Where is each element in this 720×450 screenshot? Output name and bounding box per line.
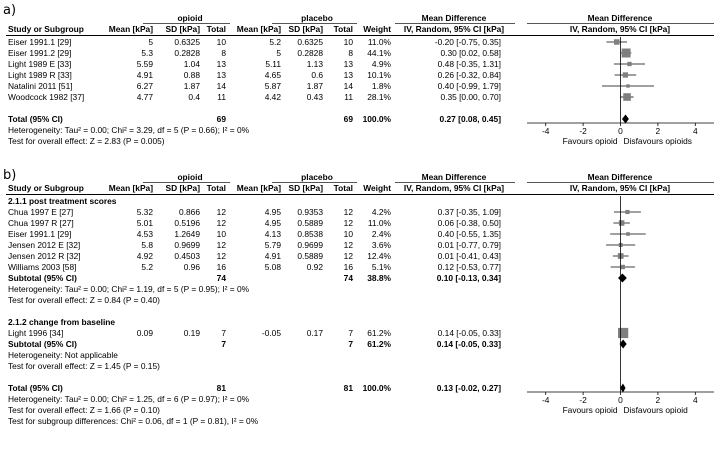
pooled-diamond (618, 274, 627, 283)
mean-difference-ci: 0.06 [-0.38, 0.50] (437, 218, 501, 228)
opioid-mean: 6.27 (136, 81, 153, 91)
favours-right-label: Disfavours opioid (623, 405, 688, 415)
opioid-total: 10 (216, 37, 226, 47)
panel-label: a) (3, 3, 17, 18)
study-column-header: Study or Subgroup (8, 183, 84, 193)
plot-subheader: IV, Random, 95% CI [kPa] (569, 183, 671, 193)
placebo-total: 10 (343, 229, 353, 239)
x-tick-label: 4 (692, 126, 698, 136)
opioid-mean: 5.8 (141, 240, 153, 250)
favours-left-label: Favours opioid (562, 136, 618, 146)
opioid-sd-header: SD [kPa] (165, 24, 200, 34)
placebo-mean: 5.87 (264, 81, 281, 91)
mean-difference-ci: 0.14 [-0.05, 0.33] (436, 339, 501, 349)
study-marker (622, 49, 631, 58)
mean-difference-subheader: IV, Random, 95% CI [kPa] (403, 183, 505, 193)
placebo-total-header: Total (333, 24, 353, 34)
opioid-sd: 1.04 (183, 59, 200, 69)
study-marker (618, 328, 628, 338)
placebo-total: 7 (348, 328, 353, 338)
mean-difference-header: Mean Difference (421, 172, 487, 182)
panel-label: b) (3, 168, 17, 183)
x-tick-label: -4 (541, 395, 550, 405)
placebo-sd: 0.6 (311, 70, 323, 80)
study-marker (623, 72, 628, 77)
placebo-group-header: placebo (301, 13, 333, 23)
footnote: Test for subgroup differences: Chi² = 0.06, df = 1 (P = 0.81), I² = 0% (8, 416, 259, 426)
mean-difference-ci: 0.30 [0.02, 0.58] (440, 48, 501, 58)
opioid-mean: 5.3 (141, 48, 153, 58)
opioid-sd: 0.96 (183, 262, 200, 272)
opioid-total: 12 (216, 240, 226, 250)
placebo-mean: 5.79 (264, 240, 281, 250)
opioid-sd: 0.2828 (174, 48, 200, 58)
weight-value: 100.0% (362, 114, 391, 124)
opioid-group-header: opioid (177, 172, 203, 182)
placebo-total: 16 (343, 262, 353, 272)
study-marker (625, 210, 629, 214)
footnote: Heterogeneity: Tau² = 0.00; Chi² = 3.29, df = 5 (P = 0.66); I² = 0% (8, 125, 250, 135)
mean-difference-ci: 0.27 [0.08, 0.45] (439, 114, 501, 124)
placebo-total: 69 (343, 114, 353, 124)
opioid-total: 16 (216, 262, 226, 272)
opioid-total: 12 (216, 218, 226, 228)
placebo-total: 14 (343, 81, 353, 91)
opioid-sd: 0.4 (188, 92, 200, 102)
study-name: Chua 1997 E [27] (8, 207, 74, 217)
weight-value: 11.0% (367, 37, 391, 47)
opioid-mean: 5.01 (136, 218, 153, 228)
footnote: Test for overall effect: Z = 0.84 (P = 0.40) (8, 295, 160, 305)
plot-subheader: IV, Random, 95% CI [kPa] (569, 24, 671, 34)
placebo-total: 13 (343, 70, 353, 80)
placebo-sd: 0.43 (306, 92, 323, 102)
opioid-total: 13 (216, 59, 226, 69)
mean-difference-ci: 0.37 [-0.35, 1.09] (437, 207, 501, 217)
weight-header: Weight (363, 183, 391, 193)
opioid-sd: 0.88 (183, 70, 200, 80)
placebo-sd: 0.9353 (297, 207, 323, 217)
mean-difference-header: Mean Difference (421, 13, 487, 23)
opioid-total: 7 (221, 339, 226, 349)
x-tick-label: 0 (618, 126, 623, 136)
placebo-total: 12 (343, 251, 353, 261)
mean-difference-ci: 0.40 [-0.55, 1.35] (437, 229, 501, 239)
weight-value: 100.0% (362, 383, 391, 393)
x-tick-label: -2 (579, 126, 587, 136)
study-marker (627, 62, 631, 66)
study-name: Jensen 2012 E [32] (8, 240, 81, 250)
placebo-sd: 0.8538 (297, 229, 323, 239)
placebo-sd: 0.17 (306, 328, 323, 338)
placebo-sd: 0.92 (306, 262, 323, 272)
study-name: Woodcock 1982 [37] (8, 92, 85, 102)
opioid-sd-header: SD [kPa] (165, 183, 200, 193)
footnote: Test for overall effect: Z = 1.66 (P = 0.10) (8, 405, 160, 415)
mean-difference-ci: 0.01 [-0.41, 0.43] (437, 251, 501, 261)
placebo-mean: 4.65 (264, 70, 281, 80)
weight-header: Weight (363, 24, 391, 34)
study-name: Light 1989 R [33] (8, 70, 72, 80)
weight-value: 3.6% (371, 240, 391, 250)
opioid-total: 13 (216, 70, 226, 80)
weight-value: 2.4% (371, 229, 391, 239)
placebo-mean: 5 (276, 48, 281, 58)
mean-difference-ci: 0.13 [-0.02, 0.27] (436, 383, 501, 393)
placebo-total: 7 (348, 339, 353, 349)
placebo-total: 12 (343, 218, 353, 228)
weight-value: 4.2% (371, 207, 391, 217)
placebo-mean: 4.91 (264, 251, 281, 261)
study-name: Light 1996 [34] (8, 328, 64, 338)
x-tick-label: 2 (655, 126, 661, 136)
mean-difference-ci: -0.20 [-0.75, 0.35] (434, 37, 501, 47)
study-marker (619, 220, 624, 225)
x-tick-label: 2 (655, 395, 661, 405)
opioid-sd: 0.866 (179, 207, 200, 217)
placebo-total-header: Total (333, 183, 353, 193)
mean-difference-ci: 0.35 [0.00, 0.70] (440, 92, 501, 102)
opioid-sd: 1.2649 (174, 229, 200, 239)
opioid-mean: 4.91 (136, 70, 153, 80)
study-marker (626, 232, 630, 236)
study-name: Jensen 2012 R [32] (8, 251, 81, 261)
opioid-total: 69 (216, 114, 226, 124)
mean-difference-ci: 0.12 [-0.53, 0.77] (437, 262, 501, 272)
opioid-total: 7 (221, 328, 226, 338)
opioid-total: 12 (216, 207, 226, 217)
placebo-mean: 4.13 (264, 229, 281, 239)
weight-value: 28.1% (367, 92, 391, 102)
subtotal-label: Total (95% CI) (8, 383, 63, 393)
footnote: Heterogeneity: Tau² = 0.00; Chi² = 1.25, df = 6 (P = 0.97); I² = 0% (8, 394, 250, 404)
placebo-sd: 0.6325 (297, 37, 323, 47)
opioid-total-header: Total (206, 183, 226, 193)
x-tick-label: -4 (541, 126, 550, 136)
weight-value: 44.1% (367, 48, 391, 58)
placebo-total: 81 (343, 383, 353, 393)
study-name: Chua 1997 R [27] (8, 218, 74, 228)
placebo-sd: 1.87 (306, 81, 323, 91)
opioid-mean: 5.32 (136, 207, 153, 217)
weight-value: 11.0% (367, 218, 391, 228)
pooled-diamond (622, 115, 629, 124)
placebo-total: 12 (343, 207, 353, 217)
opioid-total: 14 (216, 81, 226, 91)
weight-value: 61.2% (367, 339, 391, 349)
study-marker (623, 93, 631, 101)
subtotal-label: Subtotal (95% CI) (8, 339, 77, 349)
opioid-group-header: opioid (177, 13, 203, 23)
placebo-sd: 0.2828 (297, 48, 323, 58)
placebo-total: 11 (344, 92, 353, 102)
plot-header: Mean Difference (587, 13, 653, 23)
pooled-diamond (620, 384, 625, 393)
opioid-total: 81 (216, 383, 226, 393)
mean-difference-ci: 0.48 [-0.35, 1.31] (437, 59, 501, 69)
mean-difference-ci: 0.26 [-0.32, 0.84] (437, 70, 501, 80)
placebo-total: 74 (343, 273, 353, 283)
opioid-total: 11 (217, 92, 226, 102)
opioid-mean-header: Mean [kPa] (108, 183, 153, 193)
subtotal-label: Subtotal (95% CI) (8, 273, 77, 283)
placebo-sd-header: SD [kPa] (288, 24, 323, 34)
subgroup-title: 2.1.1 post treatment scores (8, 196, 117, 206)
placebo-sd: 1.13 (306, 59, 323, 69)
opioid-sd: 1.87 (183, 81, 200, 91)
opioid-mean: 0.09 (136, 328, 153, 338)
opioid-sd: 0.4503 (174, 251, 200, 261)
mean-difference-subheader: IV, Random, 95% CI [kPa] (403, 24, 505, 34)
study-marker (621, 265, 625, 269)
opioid-total: 10 (216, 229, 226, 239)
opioid-mean: 4.92 (136, 251, 153, 261)
mean-difference-ci: 0.14 [-0.05, 0.33] (437, 328, 501, 338)
footnote: Test for overall effect: Z = 2.83 (P = 0.005) (8, 136, 165, 146)
placebo-sd-header: SD [kPa] (288, 183, 323, 193)
opioid-mean: 4.53 (136, 229, 153, 239)
weight-value: 5.1% (371, 262, 391, 272)
placebo-total: 10 (343, 37, 353, 47)
weight-value: 38.8% (367, 273, 391, 283)
mean-difference-ci: 0.40 [-0.99, 1.79] (437, 81, 501, 91)
study-marker (614, 39, 619, 44)
placebo-total: 12 (343, 240, 353, 250)
opioid-mean: 4.77 (136, 92, 153, 102)
study-marker (626, 84, 629, 87)
study-name: Eiser 1991.1 [29] (8, 229, 72, 239)
placebo-mean: 4.42 (264, 92, 281, 102)
placebo-mean-header: Mean [kPa] (236, 183, 281, 193)
placebo-mean: 4.95 (264, 207, 281, 217)
placebo-total: 8 (348, 48, 353, 58)
weight-value: 1.8% (371, 81, 391, 91)
footnote: Heterogeneity: Not applicable (8, 350, 118, 360)
opioid-total: 12 (216, 251, 226, 261)
x-tick-label: 0 (618, 395, 623, 405)
opioid-sd: 0.5196 (174, 218, 200, 228)
placebo-total: 13 (343, 59, 353, 69)
opioid-total: 74 (216, 273, 226, 283)
placebo-mean: 4.95 (264, 218, 281, 228)
opioid-total-header: Total (206, 24, 226, 34)
opioid-mean-header: Mean [kPa] (108, 24, 153, 34)
study-name: Williams 2003 [58] (8, 262, 77, 272)
opioid-mean: 5 (148, 37, 153, 47)
study-name: Natalini 2011 [51] (8, 81, 73, 91)
opioid-sd: 0.6325 (174, 37, 200, 47)
weight-value: 61.2% (367, 328, 391, 338)
x-tick-label: 4 (692, 395, 698, 405)
opioid-total: 8 (221, 48, 226, 58)
placebo-sd: 0.9699 (297, 240, 323, 250)
placebo-sd: 0.5889 (297, 251, 323, 261)
footnote: Heterogeneity: Tau² = 0.00; Chi² = 1.19, df = 5 (P = 0.95); I² = 0% (8, 284, 250, 294)
placebo-sd: 0.5889 (297, 218, 323, 228)
opioid-mean: 5.2 (141, 262, 153, 272)
study-name: Eiser 1991.1 [29] (8, 37, 72, 47)
placebo-mean: 5.2 (269, 37, 281, 47)
plot-header: Mean Difference (587, 172, 653, 182)
subtotal-label: Total (95% CI) (8, 114, 63, 124)
opioid-sd: 0.9699 (174, 240, 200, 250)
weight-value: 12.4% (367, 251, 391, 261)
study-name: Light 1989 E [33] (8, 59, 72, 69)
footnote: Test for overall effect: Z = 1.45 (P = 0.15) (8, 361, 160, 371)
favours-right-label: Disfavours opioids (623, 136, 692, 146)
x-tick-label: -2 (579, 395, 587, 405)
mean-difference-ci: 0.10 [-0.13, 0.34] (436, 273, 501, 283)
placebo-mean: -0.05 (261, 328, 281, 338)
placebo-mean: 5.08 (264, 262, 281, 272)
mean-difference-ci: 0.01 [-0.77, 0.79] (437, 240, 501, 250)
weight-value: 4.9% (371, 59, 391, 69)
placebo-mean: 5.11 (265, 59, 281, 69)
study-column-header: Study or Subgroup (8, 24, 84, 34)
opioid-mean: 5.59 (136, 59, 153, 69)
placebo-group-header: placebo (301, 172, 333, 182)
placebo-mean-header: Mean [kPa] (236, 24, 281, 34)
weight-value: 10.1% (367, 70, 391, 80)
opioid-sd: 0.19 (183, 328, 200, 338)
favours-left-label: Favours opioid (562, 405, 618, 415)
study-name: Eiser 1991.2 [29] (8, 48, 72, 58)
subgroup-title: 2.1.2 change from baseline (8, 317, 116, 327)
